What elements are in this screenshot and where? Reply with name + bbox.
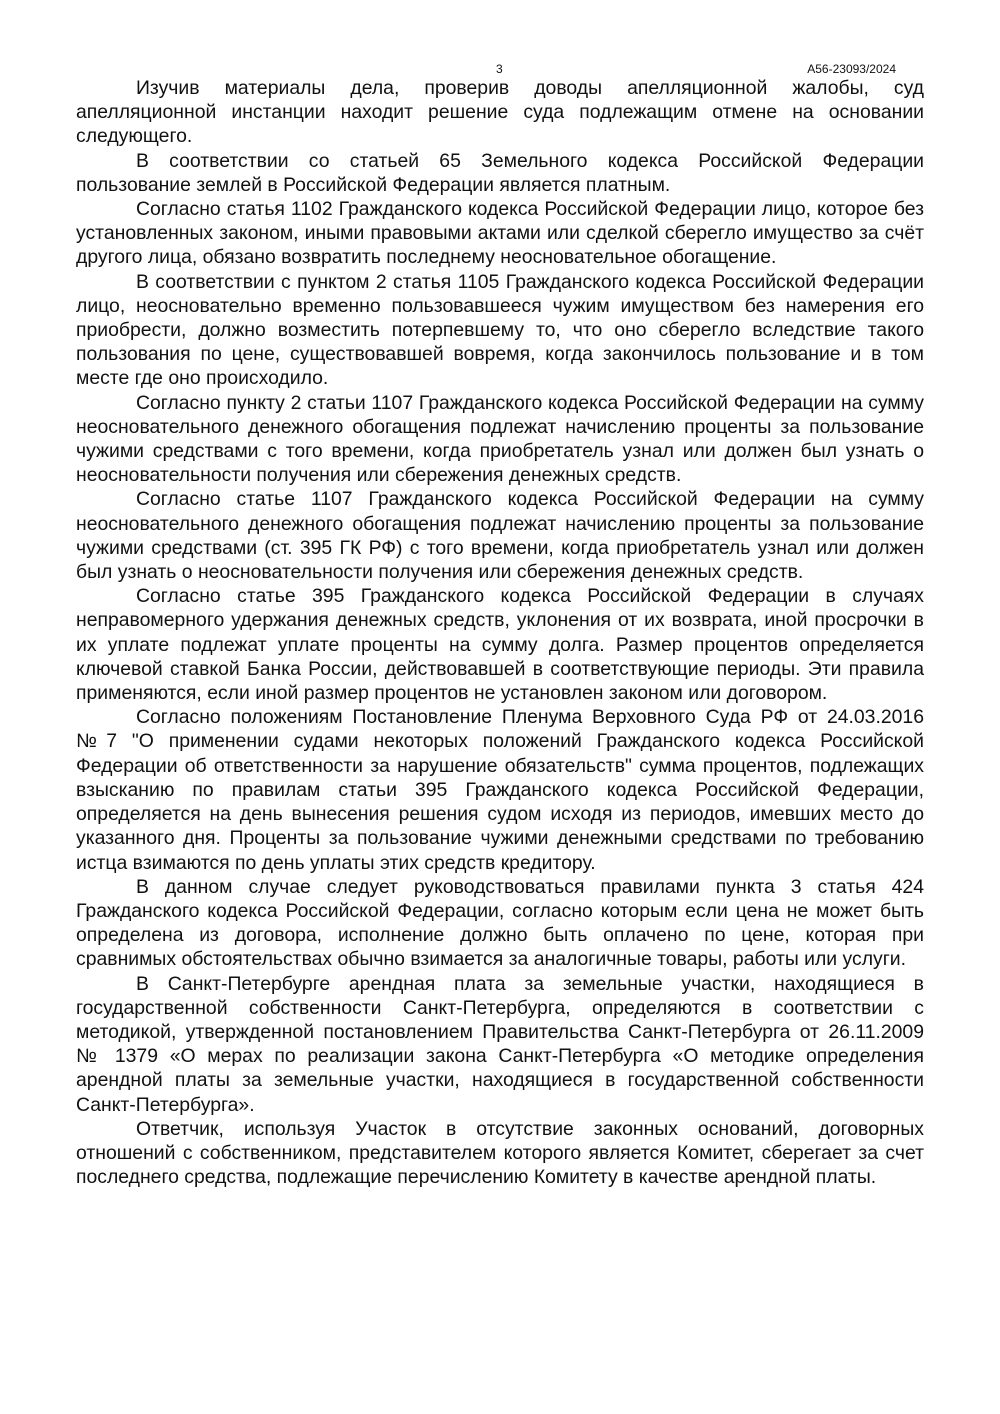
case-number: А56-23093/2024 [807,62,896,76]
paragraph: В соответствии с пунктом 2 статья 1105 Гражданского кодекса Российской Федерации лицо, неосновательно временно пользовавшееся чужим имуществом без намерения его приобрести, должно возместить потерпевшему то, что оно сберегло вследствие такого пользования по цене, существовавшей вовремя, когда закончилось пользование и в том месте где оно происходило. [76,270,924,390]
paragraph: В данном случае следует руководствоваться правилами пункта 3 статья 424 Гражданского кодекса Российской Федерации, согласно которым если цена не может быть определена из договора, исполнение должно быть оплачено по цене, которая при сравнимых обстоятельствах обычно взимается за аналогичные товары, работы или услуги. [76,875,924,971]
paragraph: Согласно пункту 2 статьи 1107 Гражданского кодекса Российской Федерации на сумму неосновательного денежного обогащения подлежат начислению проценты за пользование чужими средствами с того времени, когда приобретатель узнал или должен был узнать о неосновательности получения или сбережения денежных средств. [76,391,924,487]
paragraph: В Санкт-Петербурге арендная плата за земельные участки, находящиеся в государственной собственности Санкт-Петербурга, определяются в соответствии с методикой, утвержденной постановлением Правительства Санкт-Петербурга от 26.11.2009 № 1379 «О мерах по реализации закона Санкт-Петербурга «О методике определения арендной платы за земельные участки, находящиеся в государственной собственности Санкт-Петербурга». [76,972,924,1116]
paragraph: Согласно статья 1102 Гражданского кодекса Российской Федерации лицо, которое без установленных законом, иными правовыми актами или сделкой сберегло имущество за счёт другого лица, обязано возвратить последнему неосновательное обогащение. [76,198,924,269]
paragraph: Согласно статье 1107 Гражданского кодекса Российской Федерации на сумму неосновательного денежного обогащения подлежат начислению проценты за пользование чужими средствами (ст. 395 ГК РФ) с того времени, когда приобретатель узнал или должен был узнать о неосновательности получения или сбережения денежных средств. [76,488,924,584]
paragraph: В соответствии со статьей 65 Земельного кодекса Российской Федерации пользование землей в Российской Федерации является платным. [76,149,924,196]
document-body [76,76,924,1189]
paragraph: Изучив материалы дела, проверив доводы апелляционной жалобы, суд апелляционной инстанции находит решение суда подлежащим отмене на основании следующего. [76,77,924,148]
page-number: 3 [496,62,503,76]
paragraph: Согласно положениям Постановление Пленума Верховного Суда РФ от 24.03.2016 №7 "О применении судами некоторых положений Гражданского кодекса Российской Федерации об ответственности за нарушение обязательств" сумма процентов, подлежащих взысканию по правилам статьи 395 Гражданского кодекса Российской Федерации, определяется на день вынесения решения судом исходя из периодов, имевших место до указанного дня. Проценты за пользование чужими денежными средствами по требованию истца взимаются по день уплаты этих средств кредитору. [76,706,924,874]
paragraph: Ответчик, используя Участок в отсутствие законных оснований, договорных отношений с собственником, представителем которого является Комитет, сберегает за счет последнего средства, подлежащие перечислению Комитету в качестве арендной платы. [76,1117,924,1189]
paragraph: Согласно статье 395 Гражданского кодекса Российской Федерации в случаях неправомерного удержания денежных средств, уклонения от их возврата, иной просрочки в их уплате подлежат уплате проценты на сумму долга. Размер процентов определяется ключевой ставкой Банка России, действовавшей в соответствующие периоды. Эти правила применяются, если иной размер процентов не установлен законом или договором. [76,585,924,705]
